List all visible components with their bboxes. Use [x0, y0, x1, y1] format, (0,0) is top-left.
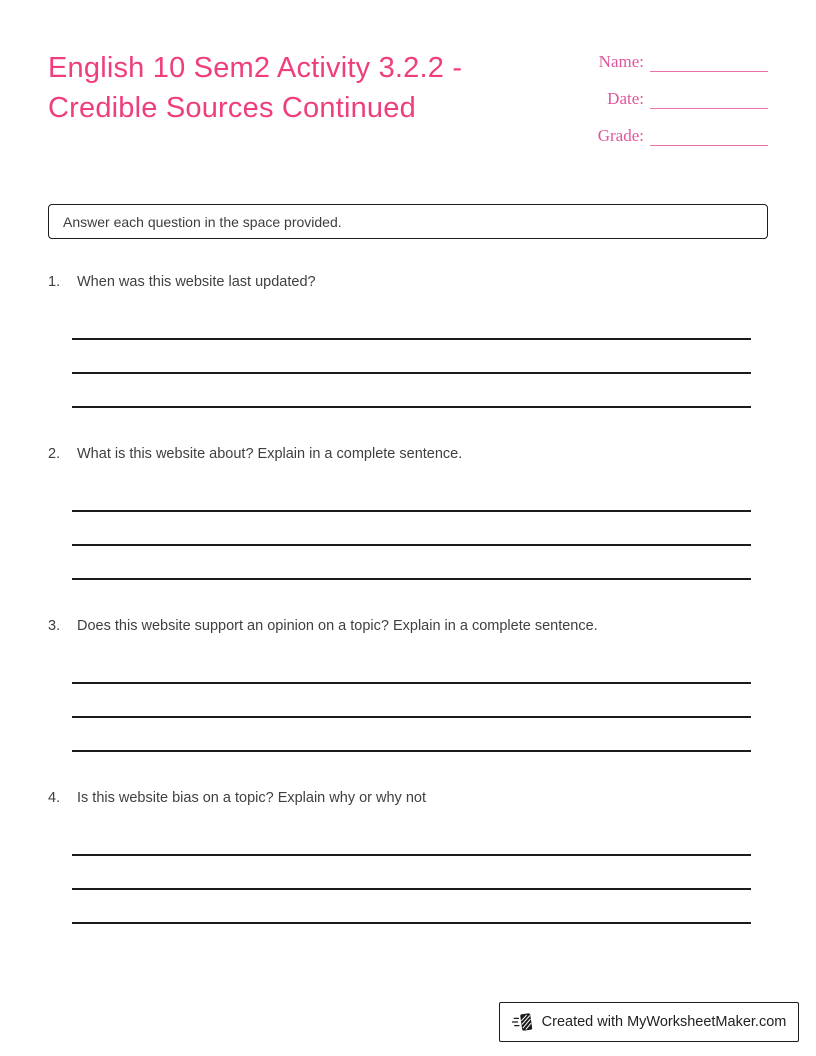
- name-blank-line[interactable]: [650, 58, 768, 72]
- question-text: [48, 617, 768, 636]
- answer-area: [72, 306, 751, 408]
- question-1: [48, 273, 768, 408]
- question-text: [48, 789, 768, 808]
- answer-blank-line[interactable]: [72, 374, 751, 408]
- grade-field-row: [559, 126, 768, 146]
- question-prompt: Is this website bias on a topic? Explain why or why not: [77, 790, 426, 806]
- worksheet-maker-logo-icon: [512, 1011, 534, 1033]
- answer-blank-line[interactable]: [72, 890, 751, 924]
- answer-blank-line[interactable]: [72, 546, 751, 580]
- footer-credit-badge: [499, 1002, 799, 1042]
- question-prompt: When was this website last updated?: [77, 274, 316, 290]
- question-prompt: What is this website about? Explain in a complete sentence.: [77, 446, 463, 462]
- answer-blank-line[interactable]: [72, 856, 751, 890]
- student-id-fields: [559, 48, 768, 163]
- grade-label: Grade:: [597, 126, 644, 145]
- answer-area: [72, 650, 751, 752]
- answer-area: [72, 478, 751, 580]
- answer-blank-line[interactable]: [72, 478, 751, 512]
- date-blank-line[interactable]: [650, 95, 768, 109]
- answer-blank-line[interactable]: [72, 684, 751, 718]
- question-number: 1.: [48, 274, 61, 290]
- answer-blank-line[interactable]: [72, 512, 751, 546]
- question-number: 4.: [48, 790, 61, 806]
- header: [48, 48, 768, 198]
- name-label: Name:: [598, 52, 644, 71]
- question-3: [48, 617, 768, 752]
- question-text: [48, 445, 768, 464]
- page-title: English 10 Sem2 Activity 3.2.2 - Credible Sources Continued: [48, 52, 463, 124]
- instructions-box: [48, 204, 768, 239]
- footer-credit-text: Created with MyWorksheetMaker.com: [541, 1014, 787, 1030]
- answer-blank-line[interactable]: [72, 822, 751, 856]
- answer-blank-line[interactable]: [72, 306, 751, 340]
- question-2: [48, 445, 768, 580]
- question-number: 3.: [48, 618, 61, 634]
- date-field-row: [559, 89, 768, 109]
- question-prompt: Does this website support an opinion on a topic? Explain in a complete sentence.: [77, 618, 598, 634]
- question-4: [48, 789, 768, 924]
- instructions-text: Answer each question in the space provided.: [63, 213, 342, 230]
- answer-blank-line[interactable]: [72, 718, 751, 752]
- answer-area: [72, 822, 751, 924]
- name-field-row: [559, 52, 768, 72]
- answer-blank-line[interactable]: [72, 650, 751, 684]
- question-number: 2.: [48, 446, 61, 462]
- question-list: [48, 273, 768, 924]
- grade-blank-line[interactable]: [650, 132, 768, 146]
- question-text: [48, 273, 768, 292]
- answer-blank-line[interactable]: [72, 340, 751, 374]
- date-label: Date:: [607, 89, 644, 108]
